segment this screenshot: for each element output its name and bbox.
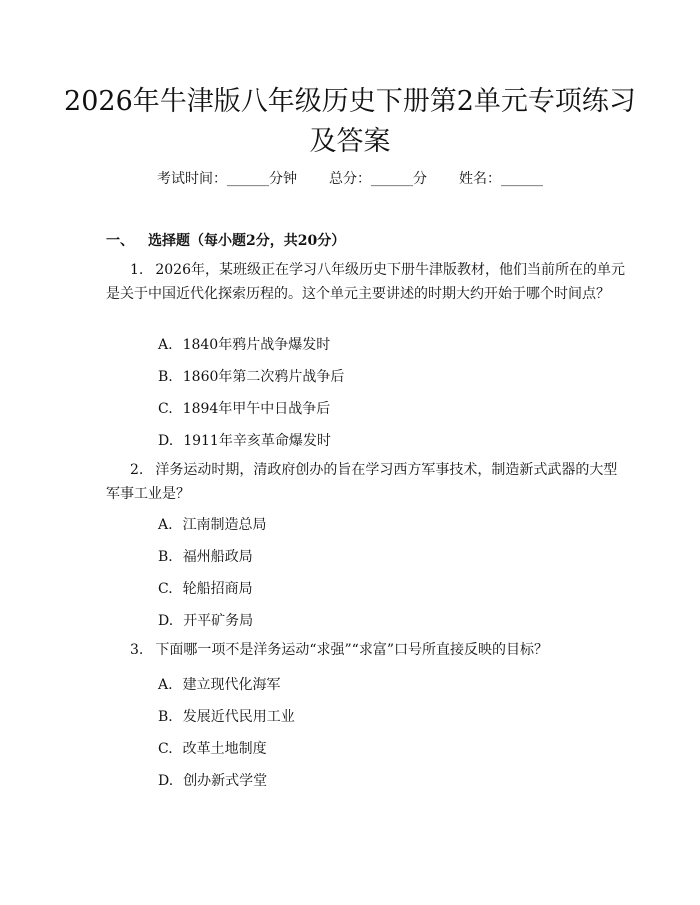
question-1-option-a (158, 334, 330, 354)
exam-info (0, 168, 700, 188)
option-letter: B. (158, 369, 173, 385)
question-2-option-b (158, 546, 253, 566)
question-1-option-d (158, 430, 331, 450)
option-text: 改革土地制度 (182, 741, 267, 757)
option-text: 轮船招商局 (182, 581, 253, 597)
section-number: 一、 (106, 233, 134, 249)
option-text: 发展近代民用工业 (182, 709, 295, 725)
section-label: 选择题（每小题2分，共20分） (148, 233, 346, 249)
question-1-option-c (158, 398, 330, 418)
question-1-number: 1. (130, 262, 144, 278)
option-letter: C. (158, 581, 173, 597)
option-letter: A. (158, 337, 173, 353)
option-text: 1894年甲午中日战争后 (182, 401, 331, 417)
student-name-field: 姓名：______ (459, 171, 543, 187)
question-1-option-b (158, 366, 344, 386)
question-1-body: 2026年，某班级正在学习八年级历史下册牛津版教材，他们当前所在的单元是关于中国近代化探索历程的。这个单元主要讲述的时期大约开始于哪个时间点？ (106, 262, 625, 302)
option-text: 创办新式学堂 (183, 773, 268, 789)
option-letter: C. (158, 401, 173, 417)
option-letter: C. (158, 741, 173, 757)
page-title: 2026年牛津版八年级历史下册第2单元专项练习及答案 (64, 86, 636, 157)
section-heading (106, 230, 345, 250)
option-letter: D. (158, 613, 174, 629)
option-text: 1840年鸦片战争爆发时 (182, 337, 331, 353)
question-2-text (106, 458, 626, 506)
option-letter: A. (158, 677, 173, 693)
question-3-text (106, 638, 626, 662)
option-text: 1860年第二次鸦片战争后 (182, 369, 345, 385)
option-text: 江南制造总局 (182, 517, 267, 533)
option-letter: D. (158, 773, 174, 789)
option-text: 开平矿务局 (183, 613, 254, 629)
question-3-option-a (158, 674, 281, 694)
option-letter: B. (158, 549, 173, 565)
question-3-body: 下面哪一项不是洋务运动“求强”“求富”口号所直接反映的目标？ (155, 642, 548, 658)
question-2-option-a (158, 514, 267, 534)
question-3-option-c (158, 738, 267, 758)
question-2-body: 洋务运动时期，清政府创办的旨在学习西方军事技术，制造新式武器的大型军事工业是？ (106, 462, 618, 502)
option-letter: B. (158, 709, 173, 725)
option-letter: A. (158, 517, 173, 533)
option-letter: D. (158, 433, 174, 449)
question-3-number: 3. (130, 642, 144, 658)
exam-time-field: 考试时间：______分钟 (157, 171, 297, 187)
option-text: 1911年辛亥革命爆发时 (183, 433, 331, 449)
question-2-option-c (158, 578, 253, 598)
option-text: 建立现代化海军 (182, 677, 281, 693)
total-score-field: 总分：______分 (329, 171, 427, 187)
question-2-option-d (158, 610, 253, 630)
question-2-number: 2. (130, 462, 144, 478)
option-text: 福州船政局 (182, 549, 253, 565)
question-1-text (106, 258, 626, 306)
question-3-option-d (158, 770, 267, 790)
question-3-option-b (158, 706, 295, 726)
